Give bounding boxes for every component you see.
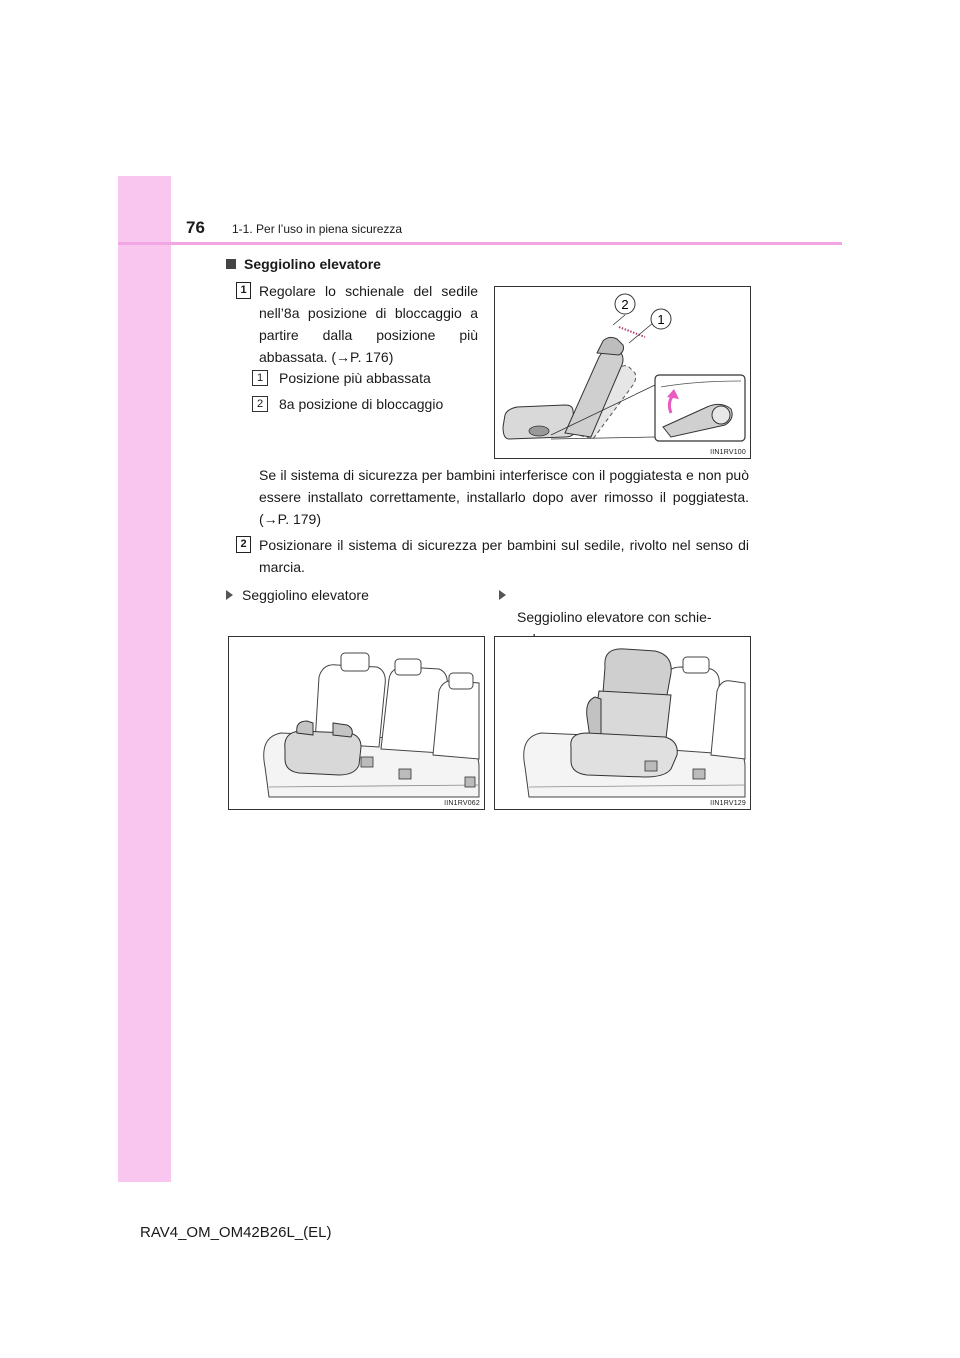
- step-badge-2: 2: [236, 536, 251, 553]
- booster-seat-figure: [228, 636, 485, 810]
- option-booster: [226, 584, 456, 606]
- step-badge-1: 1: [236, 282, 251, 299]
- side-tab: [118, 176, 171, 1182]
- figure-label-2: 2: [621, 297, 629, 312]
- square-bullet-icon: [226, 259, 236, 269]
- figure-code-2: IIN1RV062: [444, 800, 480, 807]
- step1-text: Regolare lo schienale del sedile nell’8a posizione di bloccaggio a partire dalla posizione più abbassata. (→P. 176): [259, 283, 478, 365]
- callout-number-1: 1: [252, 370, 268, 386]
- triangle-bullet-icon: [226, 590, 233, 600]
- option-booster-label: Seggiolino elevatore: [242, 587, 369, 603]
- page-number: 76: [186, 218, 205, 237]
- figure-code-3: IIN1RV129: [710, 800, 746, 807]
- high-back-booster-figure: [494, 636, 751, 810]
- header-rule: [118, 242, 842, 245]
- step2-text: Posizionare il sistema di sicurezza per bambini sul sedile, rivolto nel senso di marcia.: [259, 537, 749, 575]
- section-title: 1-1. Per l’uso in piena sicurezza: [232, 222, 403, 236]
- option-high-back-label: Seggiolino elevatore con schie-: [517, 609, 712, 625]
- step1-note: Se il sistema di sicurezza per bambini interferisce con il poggiatesta e non può essere installato correttamente, installarlo dopo aver rimosso il poggiatesta. (→P. 179): [259, 467, 749, 527]
- callout-number-2: 2: [252, 396, 268, 412]
- callout-label-1: Posizione più abbassata: [279, 370, 431, 386]
- triangle-bullet-icon: [499, 590, 506, 600]
- document-footer: RAV4_OM_OM42B26L_(EL): [140, 1224, 332, 1241]
- heading-text: Seggiolino elevatore: [244, 256, 381, 272]
- figure-code-1: IIN1RV100: [710, 449, 746, 456]
- seat-recline-figure: [494, 286, 751, 459]
- section-heading: [226, 256, 381, 272]
- callout-label-2: 8a posizione di bloccaggio: [279, 396, 444, 412]
- figure-label-1: 1: [657, 312, 665, 327]
